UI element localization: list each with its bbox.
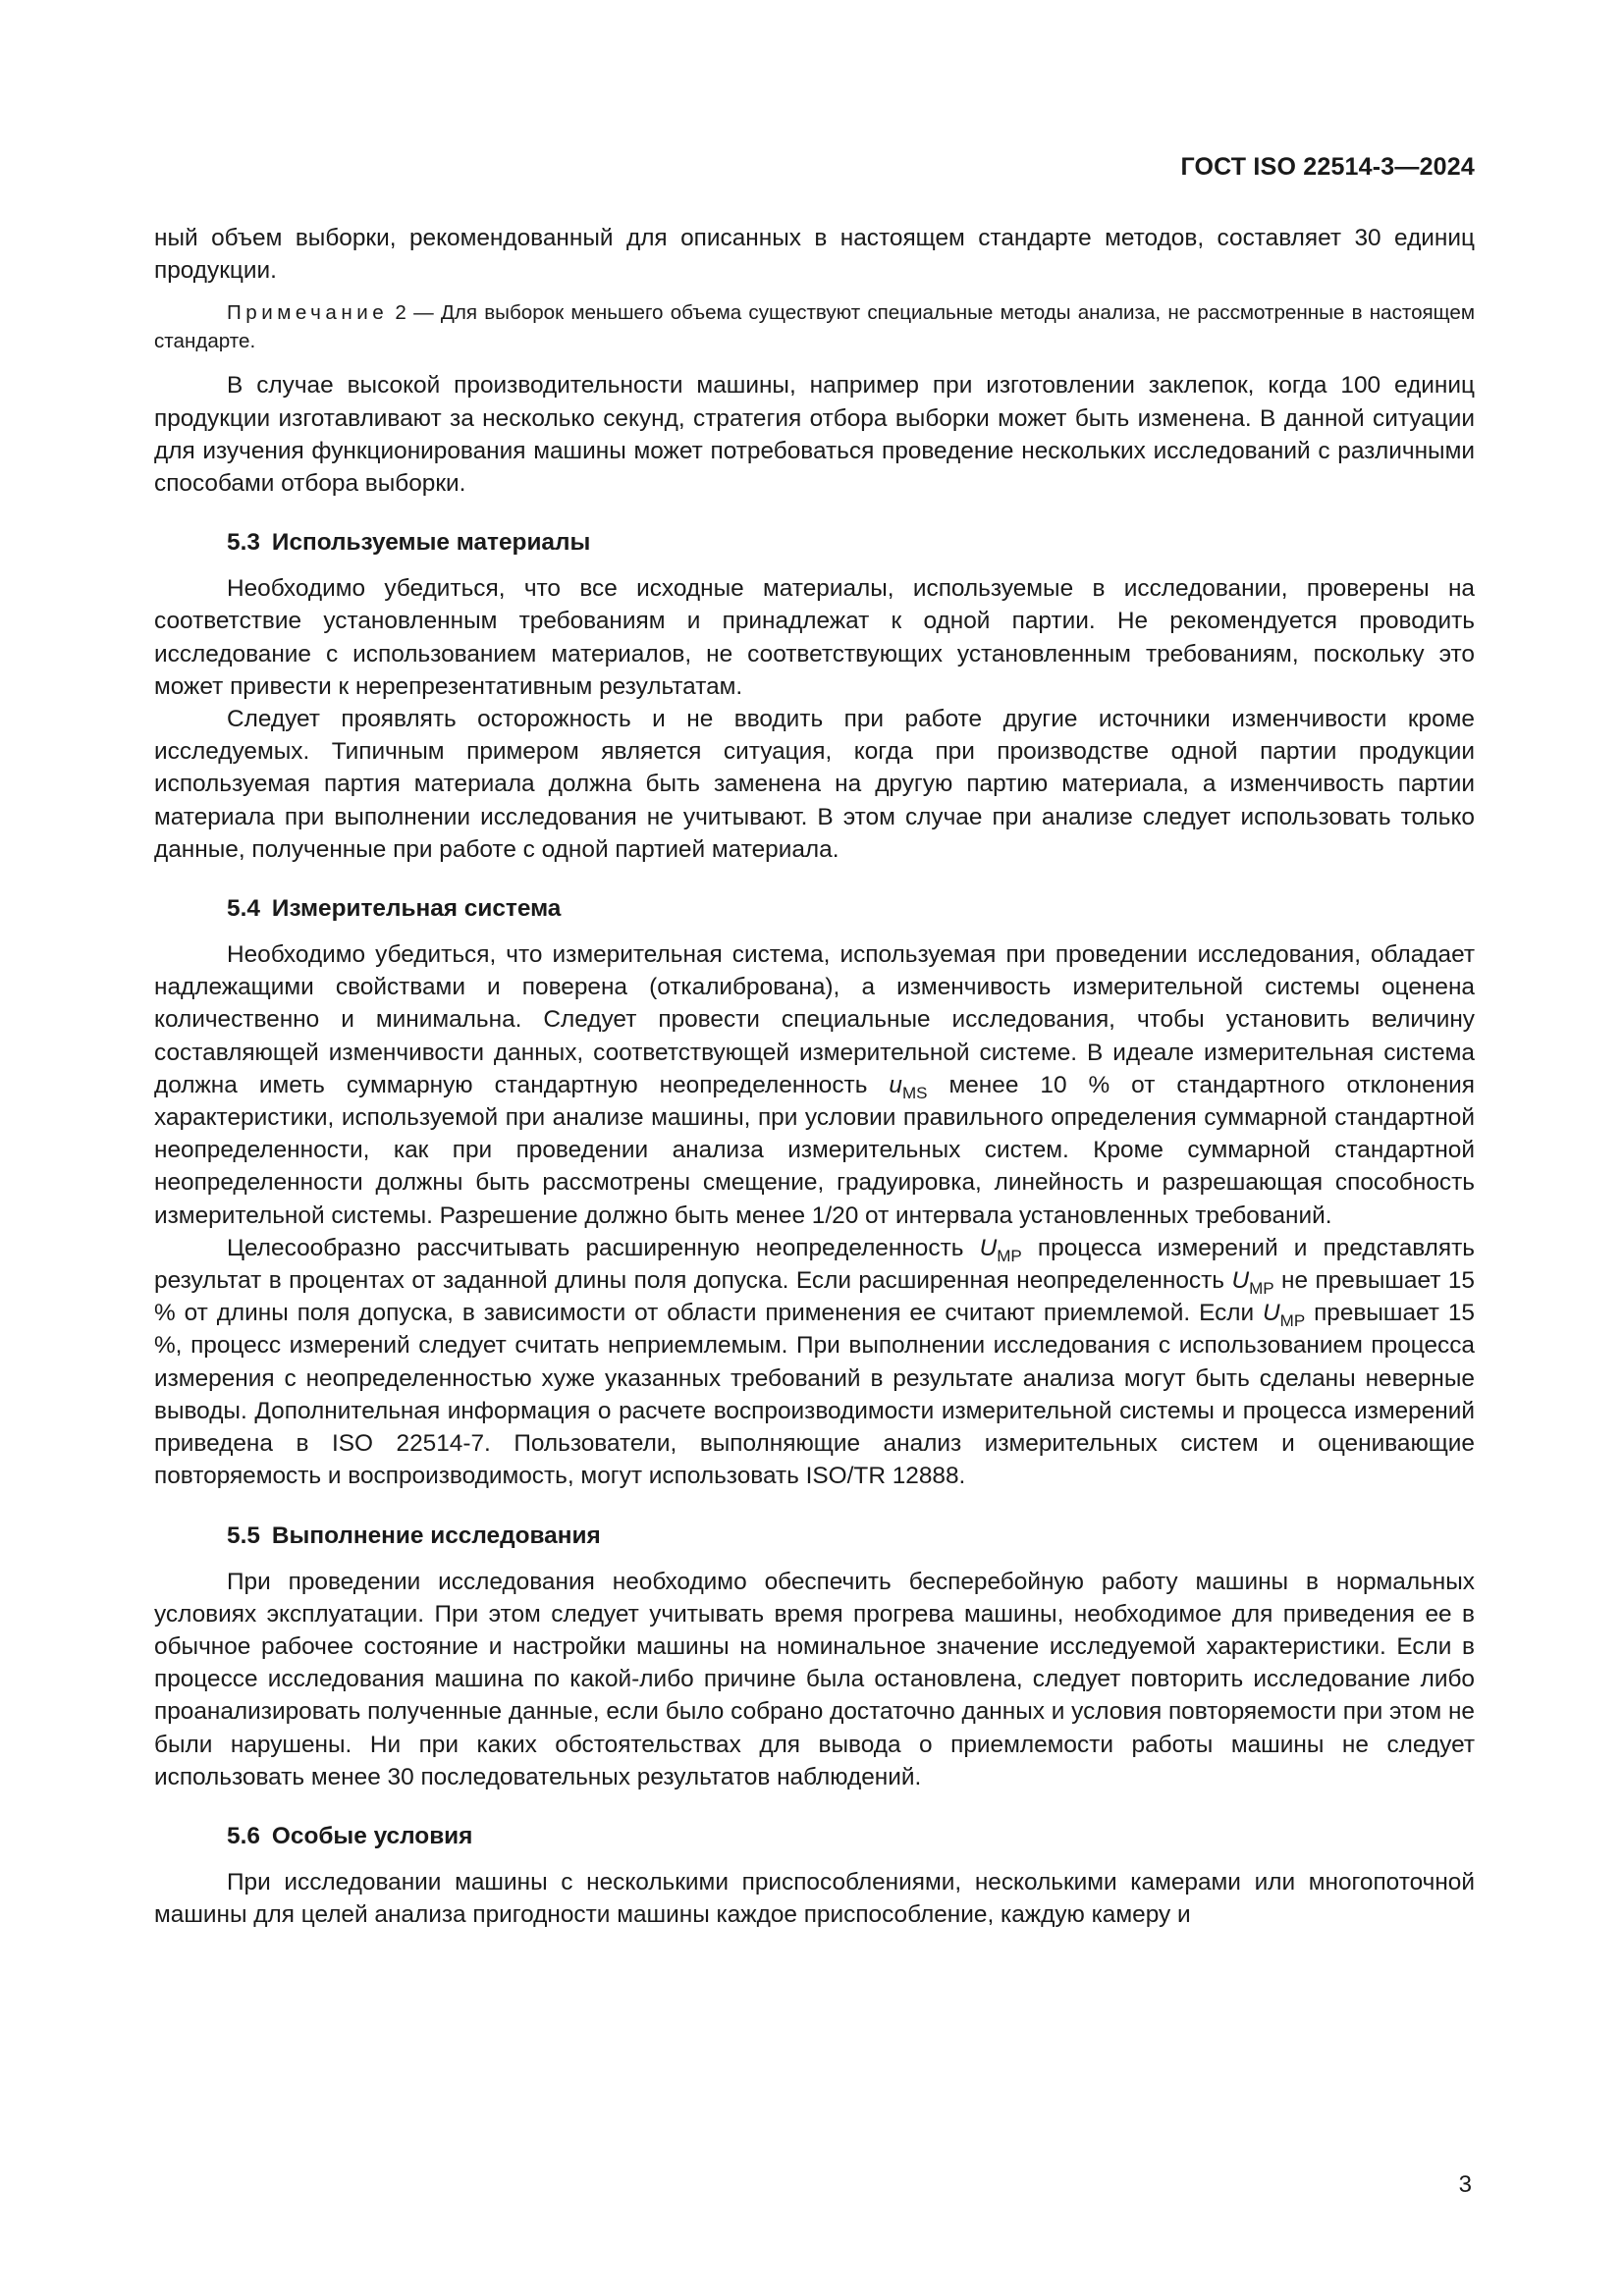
section-number: 5.3 — [227, 529, 260, 557]
text-run: превышает 15 %, процесс измерений следует считать неприемлемым. При выполнении исследования с использованием процесса измерения с неопределенностью хуже указанных требований в результате анализа могут быть сделаны неверные выводы. Дополнительная информация о расчете воспроизводимости измерительной системы и процесса измерений приведена в ISO 22514-7. Пользователи, выполняющие анализ измерительных систем и оценивающие повторяемость и воспроизводимость, могут использовать ISO/TR 12888. — [154, 1300, 1475, 1490]
page-number: 3 — [1458, 2171, 1472, 2198]
text-run: не превышает 15 % от длины поля допуска, в зависимости от области применения ее считают приемлемой. Если — [154, 1267, 1475, 1327]
subscript-ms: MS — [901, 1083, 928, 1102]
page-body — [154, 222, 1475, 1931]
text-run: менее 10 % от стандартного отклонения характеристики, используемой при анализе машины, при условии правильного определения суммарной стандартной неопределенности, как при проведении анализа измерительных систем. Кроме суммарной стандартной неопределенности должны быть рассмотрены смещение, градуировка, линейность и разрешающая способность измерительной системы. Разрешение должно быть менее 1/20 от интервала установленных требований. — [154, 1071, 1475, 1229]
symbol-u-mp — [1263, 1300, 1280, 1326]
text-run: процесса измерений и представлять результат в процентах от заданной длины поля допуска. Если расширенная неопределенность — [154, 1234, 1475, 1295]
paragraph-intro-continuation: ный объем выборки, рекомендованный для описанных в настоящем стандарте методов, составляет 30 единиц продукции. — [154, 225, 1475, 285]
document-header: ГОСТ ISO 22514-3—2024 — [1180, 153, 1475, 181]
symbol-u-mp — [980, 1235, 998, 1261]
section-number: 5.6 — [227, 1822, 260, 1849]
paragraph-study-execution: При проведении исследования необходимо обеспечить бесперебойную работу машины в нормальных условиях эксплуатации. При этом следует учитывать время прогрева машины, необходимое для приведения ее в обычное рабочее состояние и настройки машины на номинальное значение исследуемой характеристики. Если в процессе исследования машина по какой-либо причине была остановлена, следует повторить исследование либо проанализировать полученные данные, если было собрано достаточно данных и условия повторяемости при этом не были нарушены. Ни при каких обстоятельствах для вывода о приемлемости работы машины не следует использовать менее 30 последовательных результатов наблюдений. — [154, 1568, 1475, 1790]
paragraph-materials-1: Необходимо убедиться, что все исходные материалы, используемые в исследовании, проверены на соответствие установленным требованиям и принадлежат к одной партии. Не рекомендуется проводить исследование с использованием материалов, не соответствующих установленным требованиям, поскольку это может привести к нерепрезентативным результатам. — [154, 575, 1475, 700]
paragraph-special-conditions: При исследовании машины с несколькими приспособлениями, несколькими камерами или многопоточной машины для целей анализа пригодности машины каждое приспособление, каждую камеру и — [154, 1868, 1475, 1929]
paragraph-measurement-system-1 — [154, 938, 1475, 1232]
symbol-letter: u — [889, 1071, 902, 1098]
note-label: Примечание — [227, 301, 389, 325]
symbol-letter: U — [1231, 1267, 1250, 1295]
section-heading-5-4 — [154, 893, 1475, 925]
subscript-mp: MP — [1249, 1279, 1274, 1299]
section-number: 5.5 — [227, 1522, 260, 1549]
section-title: Выполнение исследования — [271, 1522, 601, 1549]
section-heading-5-3 — [154, 527, 1475, 559]
section-heading-5-6 — [154, 1821, 1475, 1852]
section-title: Особые условия — [271, 1822, 473, 1849]
paragraph-materials-2: Следует проявлять осторожность и не вводить при работе другие источники изменчивости кроме исследуемых. Типичным примером является ситуация, когда при производстве одной партии продукции используемая партия материала должна быть заменена на другую партию материала, а изменчивость партии материала при выполнении исследования не учитывают. В этом случае при анализе следует использовать только данные, полученные при работе с одной партией материала. — [154, 706, 1475, 863]
paragraph-high-performance: В случае высокой производительности машины, например при изготовлении заклепок, когда 100 единиц продукции изготавливают за несколько секунд, стратегия отбора выборки может быть изменена. В данной ситуации для изучения функционирования машины может потребоваться проведение нескольких исследований с различными способами отбора выборки. — [154, 372, 1475, 498]
paragraph-measurement-system-2 — [154, 1232, 1475, 1493]
section-heading-5-5 — [154, 1521, 1475, 1552]
subscript-mp: MP — [997, 1246, 1022, 1265]
symbol-u-mp — [1231, 1267, 1249, 1294]
subscript-mp: MP — [1279, 1311, 1306, 1331]
section-title: Используемые материалы — [271, 529, 591, 557]
section-title: Измерительная система — [271, 895, 562, 923]
section-number: 5.4 — [227, 895, 260, 923]
symbol-letter: U — [979, 1234, 998, 1261]
text-run: Необходимо убедиться, что измерительная система, используемая при проведении исследования, обладает надлежащими свойствами и поверена (откалибрована), а изменчивость измерительной системы оценена количественно и минимальна. Следует провести специальные исследования, чтобы установить величину составляющей изменчивости данных, соответствующей измерительной системе. В идеале измерительная система должна иметь суммарную стандартную неопределенность — [154, 941, 1475, 1098]
note-2 — [154, 298, 1475, 355]
symbol-u-ms — [889, 1072, 902, 1098]
note-text: 2 — Для выборок меньшего объема существуют специальные методы анализа, не рассмотренные в настоящем стандарте. — [154, 301, 1475, 353]
symbol-letter: U — [1263, 1300, 1280, 1327]
text-run: Целесообразно рассчитывать расширенную неопределенность — [227, 1234, 980, 1261]
